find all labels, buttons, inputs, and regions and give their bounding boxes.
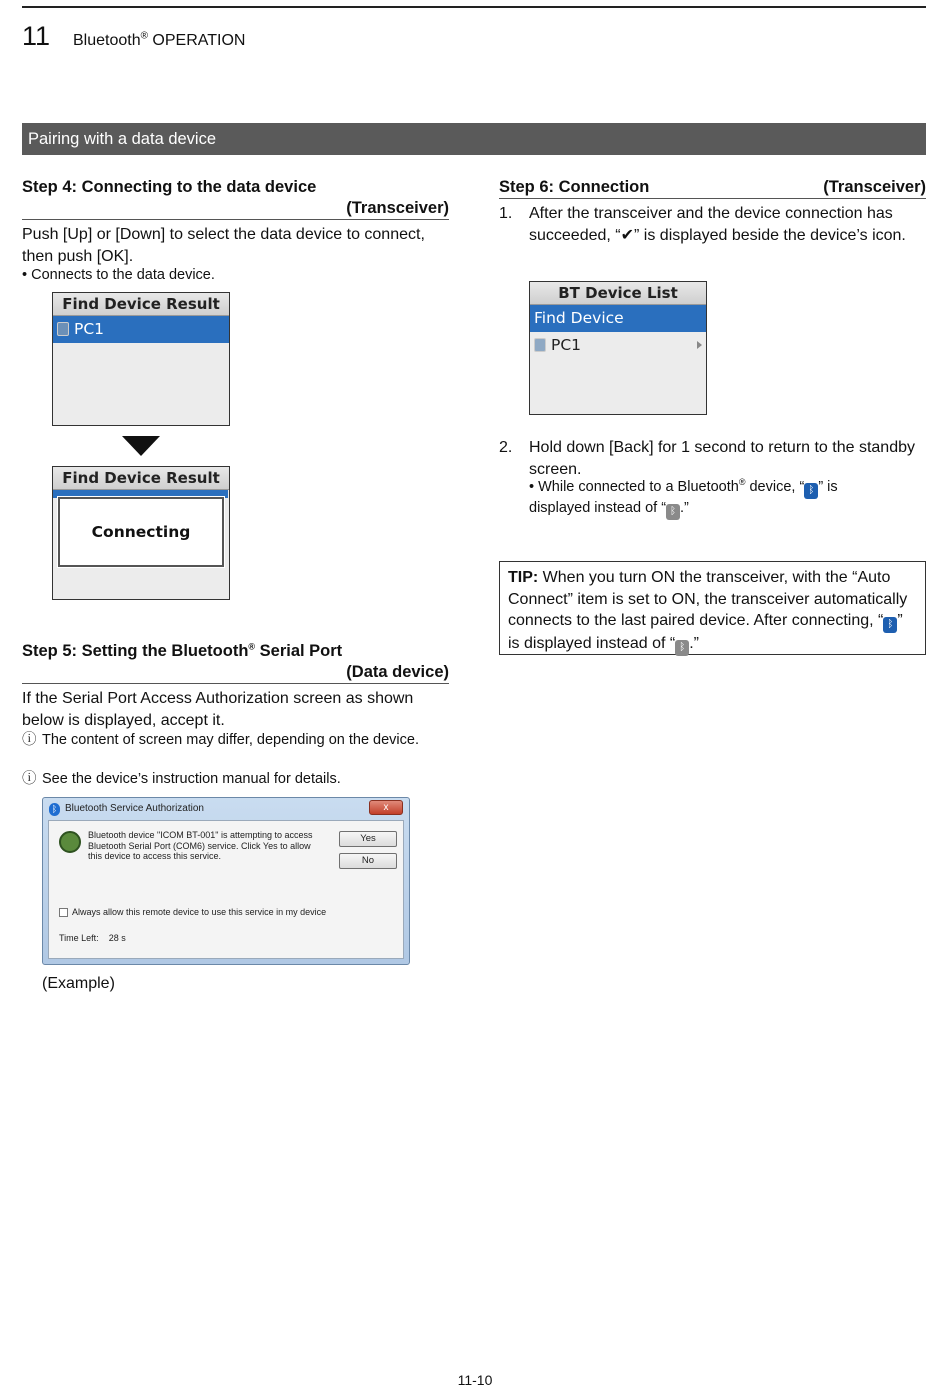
yes-button[interactable]: Yes [339, 831, 397, 847]
bluetooth-idle-icon: ᛒ [666, 504, 680, 520]
info-icon: ⓘ [22, 771, 37, 787]
always-allow-label: Always allow this remote device to use this service in my device [72, 907, 327, 917]
dialog-body [48, 820, 404, 959]
lcd-list-item: PC1 [530, 332, 706, 359]
lcd-selected-item: Find Device [530, 305, 706, 332]
find-device-result-screen [52, 292, 230, 426]
step4-heading: Step 4: Connecting to the data device (Transceiver) [22, 177, 449, 220]
bluetooth-authorization-dialog [42, 797, 410, 965]
chapter-title: Bluetooth® OPERATION [73, 30, 246, 49]
step5-text: If the Serial Port Access Authorization screen as shown below is displayed, accept it. [22, 690, 414, 729]
device-user-icon [59, 831, 81, 853]
dialog-title: Bluetooth Service Authorization [65, 803, 204, 814]
bluetooth-icon: ᛒ [49, 803, 60, 816]
always-allow-checkbox[interactable] [59, 908, 68, 917]
close-button[interactable]: x [369, 800, 403, 815]
bluetooth-connected-icon: ᛒ [804, 483, 818, 499]
top-rule [22, 6, 926, 8]
step6-item-1: 1. After the transceiver and the device connection has succeeded, “✔” is displayed beside the device’s icon. [499, 205, 906, 244]
time-left: Time Left: 28 s [59, 933, 126, 943]
step4-bullet: • Connects to the data device. [22, 267, 215, 283]
lcd-selected-item: PC1 [53, 316, 229, 343]
lcd-title: Find Device Result [53, 467, 229, 490]
dialog-message: Bluetooth device "ICOM BT-001" is attempting to access Bluetooth Serial Port (COM6) service. Click Yes to allow this device to access this service. [88, 830, 313, 861]
lcd-title: Find Device Result [53, 293, 229, 316]
step4-text: Push [Up] or [Down] to select the data device to connect, then push [OK]. [22, 226, 425, 265]
connecting-screen [52, 466, 230, 600]
section-title-bar: Pairing with a data device [22, 123, 926, 155]
step5-note-1: ⓘ The content of screen may differ, depending on the device. [22, 731, 449, 751]
page-number: 11-10 [457, 1372, 493, 1388]
example-caption: (Example) [42, 975, 115, 992]
step6-item-2: 2. Hold down [Back] for 1 second to return to the standby screen. [499, 439, 915, 478]
lcd-title: BT Device List [530, 282, 706, 305]
step5-heading: Step 5: Setting the Bluetooth® Serial Port (Data device) [22, 641, 449, 684]
device-icon [57, 322, 69, 336]
step6-heading: Step 6: Connection (Transceiver) [499, 177, 926, 199]
chapter-number: 11 [22, 21, 51, 51]
device-connected-icon [534, 338, 546, 352]
bluetooth-idle-icon: ᛒ [675, 640, 689, 656]
bluetooth-connected-icon: ᛒ [883, 617, 897, 633]
tip-box: TIP: When you turn ON the transceiver, with the “Auto Connect” item is set to ON, the transceiver automatically connects to the last paired device. After connecting, “ ᛒ ” is displayed instead of “ ᛒ .” [499, 561, 926, 655]
chevron-right-icon [697, 341, 702, 349]
step6-bullet: • While connected to a Bluetooth® device, “ ᛒ ” is displayed instead of “ ᛒ .” [529, 478, 889, 520]
no-button[interactable]: No [339, 853, 397, 869]
arrow-down-icon [122, 436, 160, 456]
step5-note-2: ⓘ See the device’s instruction manual for details. [22, 770, 449, 790]
info-icon: ⓘ [22, 732, 37, 748]
connecting-dialog: Connecting [58, 497, 224, 567]
dialog-title-bar [43, 798, 409, 820]
bt-device-list-screen [529, 281, 707, 415]
